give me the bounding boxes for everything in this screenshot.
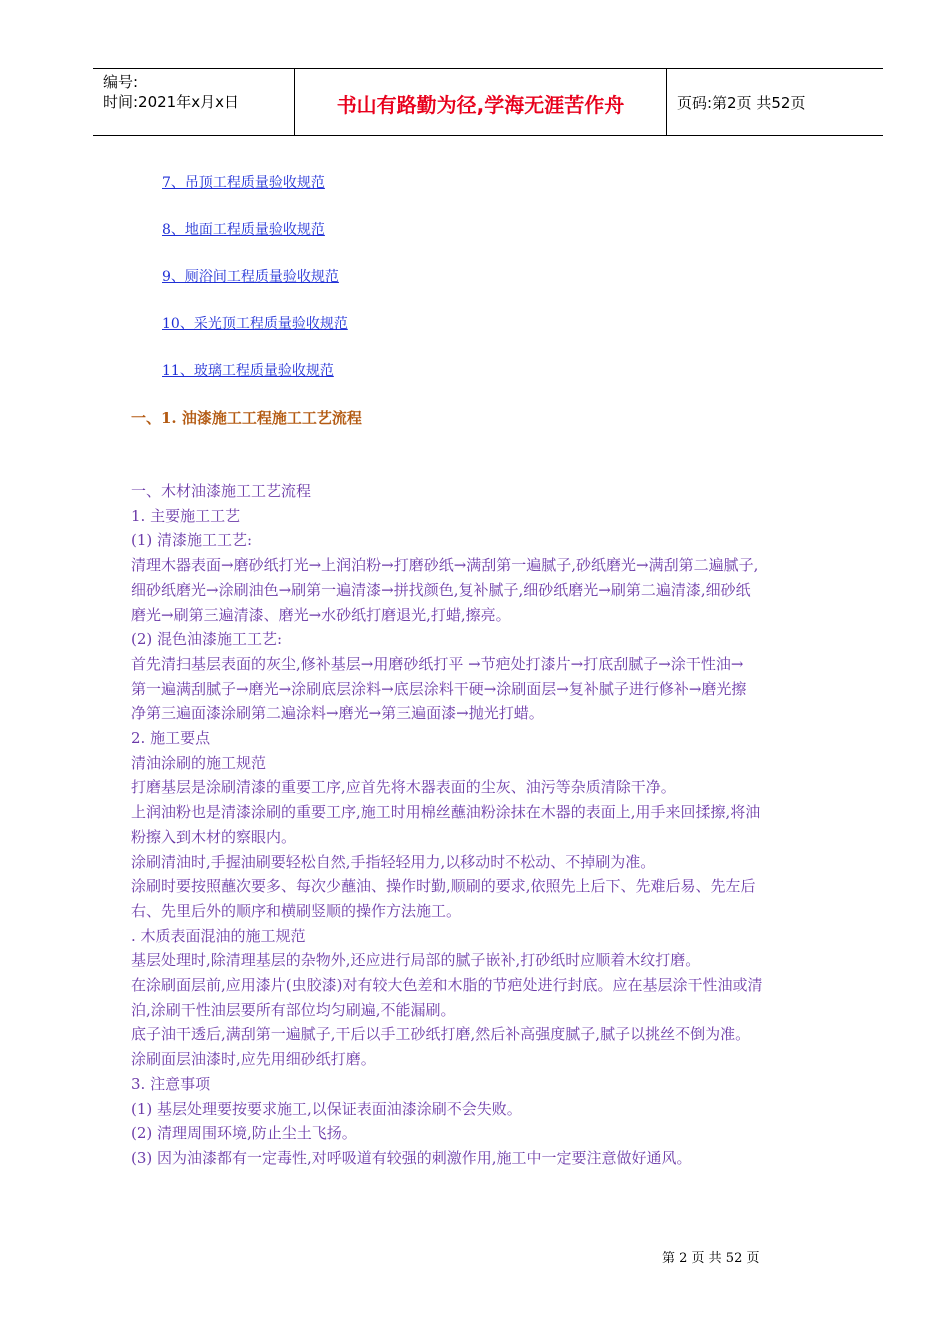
body-line: (1) 清漆施工工艺:	[131, 531, 253, 550]
body-line: 在涂刷面层前,应用漆片(虫胶漆)对有较大色差和木脂的节疤处进行封底。应在基层涂干性油或清	[131, 976, 763, 995]
body-line: 首先清扫基层表面的灰尘,修补基层→用磨砂纸打平 →节疤处打漆片→打底刮腻子→涂干性油→	[131, 654, 744, 673]
body-line: 细砂纸磨光→涂刷油色→刷第一遍清漆→拼找颜色,复补腻子,细砂纸磨光→刷第二遍清漆,细砂纸	[131, 580, 751, 599]
body-line: 第一遍满刮腻子→磨光→涂刷底层涂料→底层涂料干硬→涂刷面层→复补腻子进行修补→磨光擦	[131, 679, 747, 698]
body-line: 底子油干透后,满刮第一遍腻子,干后以手工砂纸打磨,然后补高强度腻子,腻子以挑丝不倒为准。	[131, 1025, 751, 1044]
body-line: (2) 清理周围环境,防止尘土飞扬。	[131, 1124, 357, 1143]
body-text	[131, 479, 851, 1171]
header-motto: 书山有路勤为径,学海无涯苦作舟	[336, 93, 625, 117]
body-line: 涂刷面层油漆时,应先用细砂纸打磨。	[131, 1050, 376, 1069]
toc-link-10[interactable]: 10、采光顶工程质量验收规范	[162, 316, 348, 332]
body-line: 一、木材油漆施工工艺流程	[131, 482, 312, 500]
body-line: 清理木器表面→磨砂纸打光→上润泊粉→打磨砂纸→满刮第一遍腻子,砂纸磨光→满刮第二遍腻子,	[131, 556, 759, 575]
body-line: (3) 因为油漆都有一定毒性,对呼吸道有较强的刺激作用,施工中一定要注意做好通风。	[131, 1148, 692, 1167]
body-line: 2. 施工要点	[131, 729, 211, 748]
body-line: 基层处理时,除清理基层的杂物外,还应进行局部的腻子嵌补,打砂纸时应顺着木纹打磨。	[131, 951, 701, 970]
page-header	[93, 68, 883, 136]
body-line: 磨光→刷第三遍清漆、磨光→水砂纸打磨退光,打蜡,擦亮。	[131, 605, 511, 624]
body-line: (1) 基层处理要按要求施工,以保证表面油漆涂刷不会失败。	[131, 1099, 522, 1118]
header-page-info: 页码:第2页 共52页	[677, 94, 806, 112]
toc-link-7[interactable]: 7、吊顶工程质量验收规范	[162, 175, 325, 191]
body-line: 涂刷清油时,手握油刷要轻松自然,手指轻轻用力,以移动时不松动、不掉刷为准。	[131, 852, 656, 871]
body-line: 上润油粉也是清漆涂刷的重要工序,施工时用棉丝蘸油粉涂抹在木器的表面上,用手来回揉擦,将油	[131, 803, 761, 822]
body-line: 涂刷时要按照蘸次要多、每次少蘸油、操作时勤,顺刷的要求,依照先上后下、先难后易、先左后	[131, 877, 756, 896]
body-line: 1. 主要施工工艺	[131, 506, 241, 525]
header-page-cell	[667, 69, 883, 135]
body-line: . 木质表面混油的施工规范	[131, 926, 306, 945]
body-line: (2) 混色油漆施工工艺:	[131, 630, 283, 649]
body-line: 粉擦入到木材的察眼内。	[131, 827, 297, 846]
body-line: 泊,涂刷干性油层要所有部位均匀刷遍,不能漏刷。	[131, 1000, 456, 1019]
body-line: 右、先里后外的顺序和横刷竖顺的操作方法施工。	[131, 901, 462, 920]
body-line: 净第三遍面漆涂刷第二遍涂料→磨光→第三遍面漆→抛光打蜡。	[131, 704, 544, 723]
page-footer: 第 2 页 共 52 页	[662, 1251, 760, 1266]
body-line: 打磨基层是涂刷清漆的重要工序,应首先将木器表面的尘灰、油污等杂质清除干净。	[131, 778, 676, 797]
toc-link-11[interactable]: 11、玻璃工程质量验收规范	[162, 363, 334, 379]
document-time-label: 时间:2021年x月x日	[103, 93, 239, 111]
header-meta-cell	[93, 69, 295, 135]
toc-link-8[interactable]: 8、地面工程质量验收规范	[162, 222, 325, 238]
body-line: 3. 注意事项	[131, 1074, 211, 1093]
toc-link-9[interactable]: 9、厕浴间工程质量验收规范	[162, 269, 339, 285]
document-id-label: 编号:	[103, 73, 139, 91]
body-line: 清油涂刷的施工规范	[131, 753, 267, 772]
header-motto-cell	[295, 69, 667, 135]
section-title: 一、1. 油漆施工工程施工工艺流程	[131, 409, 362, 427]
